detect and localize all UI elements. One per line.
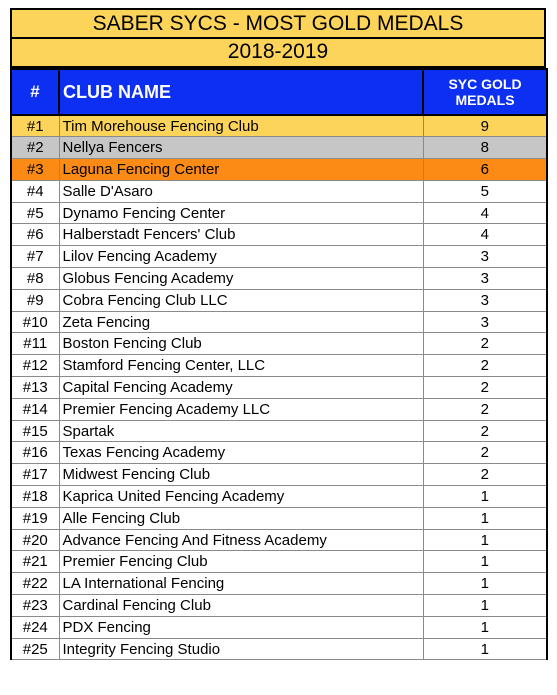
medals-cell: 2 (423, 333, 547, 355)
rank-cell: #11 (11, 333, 59, 355)
rank-cell: #12 (11, 355, 59, 377)
club-name-cell: Alle Fencing Club (59, 507, 423, 529)
club-name-cell: Cardinal Fencing Club (59, 595, 423, 617)
medals-cell: 1 (423, 573, 547, 595)
rank-cell: #19 (11, 507, 59, 529)
column-header-medals-line2: MEDALS (455, 92, 515, 108)
medals-cell: 1 (423, 616, 547, 638)
medals-cell: 2 (423, 355, 547, 377)
table-row (11, 355, 547, 377)
club-name-cell: Advance Fencing And Fitness Academy (59, 529, 423, 551)
table-row (11, 202, 547, 224)
table-row (11, 377, 547, 399)
club-name-cell: Laguna Fencing Center (59, 159, 423, 181)
medals-cell: 3 (423, 268, 547, 290)
table-row (11, 246, 547, 268)
rank-cell: #13 (11, 377, 59, 399)
rank-cell: #16 (11, 442, 59, 464)
club-name-cell: Globus Fencing Academy (59, 268, 423, 290)
rank-cell: #24 (11, 616, 59, 638)
table-row (11, 420, 547, 442)
medals-cell: 4 (423, 202, 547, 224)
medals-cell: 2 (423, 377, 547, 399)
medals-cell: 1 (423, 529, 547, 551)
club-name-cell: Nellya Fencers (59, 137, 423, 159)
table-row (11, 595, 547, 617)
club-name-cell: Texas Fencing Academy (59, 442, 423, 464)
rank-cell: #2 (11, 137, 59, 159)
column-header-club: CLUB NAME (59, 69, 423, 115)
column-header-medals-line1: SYC GOLD (448, 76, 522, 92)
medals-cell: 1 (423, 507, 547, 529)
rank-cell: #14 (11, 398, 59, 420)
table-row (11, 180, 547, 202)
rank-cell: #25 (11, 638, 59, 660)
table-row (11, 159, 547, 181)
column-header-rank: # (11, 69, 59, 115)
column-header-medals (423, 69, 547, 115)
club-name-cell: PDX Fencing (59, 616, 423, 638)
medals-cell: 3 (423, 311, 547, 333)
club-name-cell: Dynamo Fencing Center (59, 202, 423, 224)
club-name-cell: Halberstadt Fencers' Club (59, 224, 423, 246)
rank-cell: #23 (11, 595, 59, 617)
rank-cell: #1 (11, 115, 59, 137)
rank-cell: #22 (11, 573, 59, 595)
table-row (11, 442, 547, 464)
rank-cell: #3 (11, 159, 59, 181)
table-row (11, 551, 547, 573)
table-row (11, 137, 547, 159)
rank-cell: #18 (11, 486, 59, 508)
table-row (11, 529, 547, 551)
rank-cell: #7 (11, 246, 59, 268)
medals-cell: 1 (423, 486, 547, 508)
medals-cell: 3 (423, 246, 547, 268)
club-name-cell: Tim Morehouse Fencing Club (59, 115, 423, 137)
club-name-cell: Cobra Fencing Club LLC (59, 289, 423, 311)
medals-cell: 2 (423, 420, 547, 442)
table-row (11, 311, 547, 333)
medals-cell: 3 (423, 289, 547, 311)
medals-cell: 8 (423, 137, 547, 159)
rank-cell: #8 (11, 268, 59, 290)
club-name-cell: Stamford Fencing Center, LLC (59, 355, 423, 377)
club-name-cell: Zeta Fencing (59, 311, 423, 333)
rank-cell: #6 (11, 224, 59, 246)
season-label: 2018-2019 (10, 39, 546, 68)
rank-cell: #5 (11, 202, 59, 224)
medals-cell: 2 (423, 464, 547, 486)
club-name-cell: Premier Fencing Club (59, 551, 423, 573)
rank-cell: #17 (11, 464, 59, 486)
medals-cell: 5 (423, 180, 547, 202)
table-row (11, 115, 547, 137)
table-row (11, 486, 547, 508)
club-name-cell: Lilov Fencing Academy (59, 246, 423, 268)
table-row (11, 507, 547, 529)
medals-cell: 1 (423, 551, 547, 573)
medals-cell: 2 (423, 442, 547, 464)
club-name-cell: Capital Fencing Academy (59, 377, 423, 399)
club-name-cell: Boston Fencing Club (59, 333, 423, 355)
table-row (11, 268, 547, 290)
sheet-title: SABER SYCS - MOST GOLD MEDALS (10, 8, 546, 39)
rank-cell: #4 (11, 180, 59, 202)
table-row (11, 333, 547, 355)
club-name-cell: Kaprica United Fencing Academy (59, 486, 423, 508)
table-row (11, 224, 547, 246)
rank-cell: #10 (11, 311, 59, 333)
club-name-cell: Spartak (59, 420, 423, 442)
club-name-cell: Premier Fencing Academy LLC (59, 398, 423, 420)
medals-cell: 4 (423, 224, 547, 246)
rank-cell: #21 (11, 551, 59, 573)
table-row (11, 464, 547, 486)
rank-cell: #9 (11, 289, 59, 311)
table-row (11, 616, 547, 638)
medal-table-sheet (10, 8, 546, 660)
club-name-cell: Salle D'Asaro (59, 180, 423, 202)
medals-cell: 2 (423, 398, 547, 420)
table-row (11, 573, 547, 595)
table-row (11, 398, 547, 420)
table-body (11, 115, 547, 660)
medal-table (10, 68, 548, 660)
medals-cell: 9 (423, 115, 547, 137)
club-name-cell: Integrity Fencing Studio (59, 638, 423, 660)
rank-cell: #15 (11, 420, 59, 442)
medals-cell: 1 (423, 595, 547, 617)
rank-cell: #20 (11, 529, 59, 551)
club-name-cell: LA International Fencing (59, 573, 423, 595)
table-row (11, 289, 547, 311)
column-header-row (11, 69, 547, 115)
table-row (11, 638, 547, 660)
medals-cell: 6 (423, 159, 547, 181)
club-name-cell: Midwest Fencing Club (59, 464, 423, 486)
medals-cell: 1 (423, 638, 547, 660)
